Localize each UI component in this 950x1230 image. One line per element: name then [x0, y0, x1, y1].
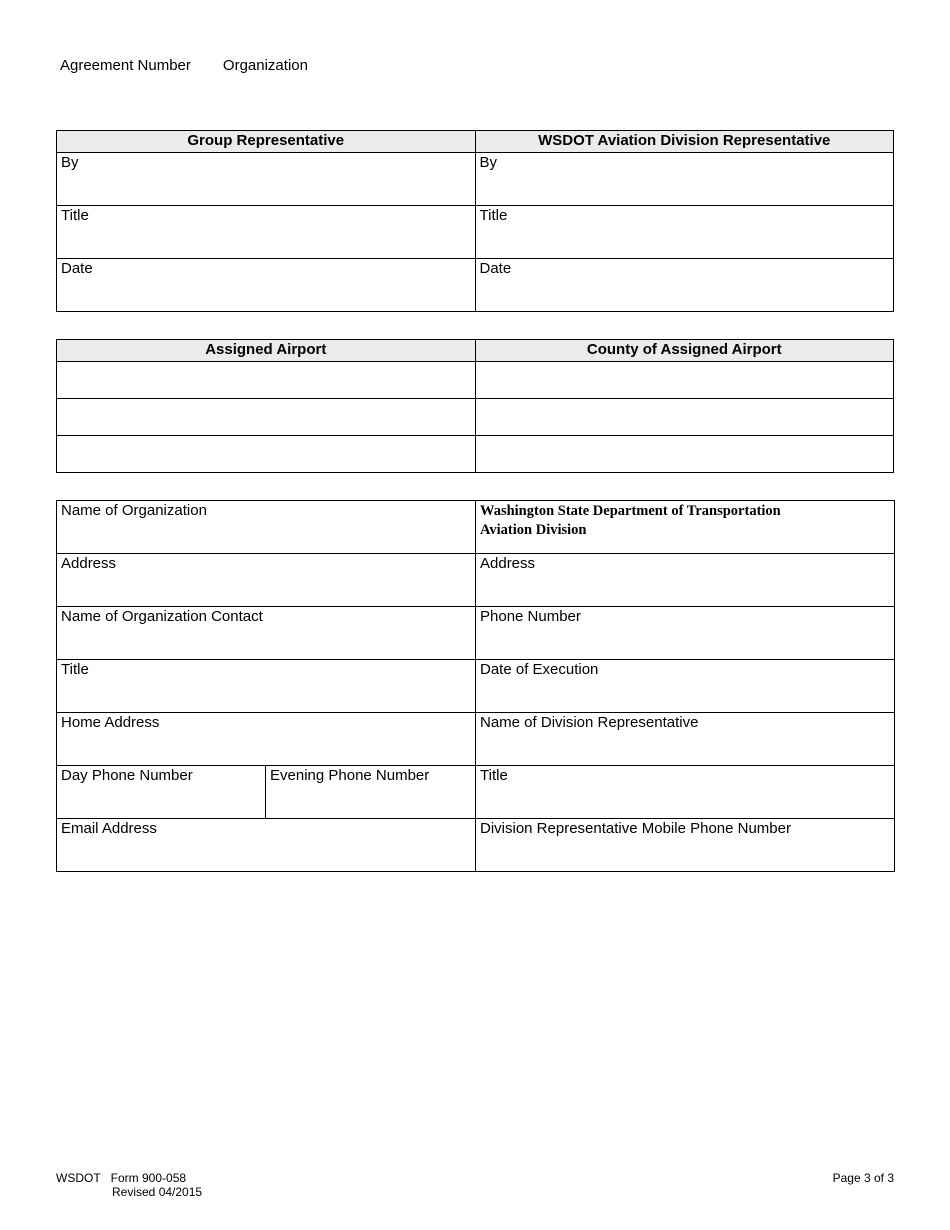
group-by-field[interactable]: By	[57, 153, 476, 206]
day-phone-field[interactable]: Day Phone Number	[57, 766, 266, 819]
home-address-field[interactable]: Home Address	[57, 713, 476, 766]
assigned-airport-field[interactable]	[57, 436, 476, 473]
date-of-execution-field[interactable]: Date of Execution	[476, 660, 895, 713]
header-labels	[60, 57, 308, 74]
footer-agency: WSDOT	[56, 1171, 101, 1185]
agreement-number-label: Agreement Number	[60, 57, 191, 74]
mobile-phone-field[interactable]: Division Representative Mobile Phone Number	[476, 819, 895, 872]
assigned-airport-field[interactable]	[57, 399, 476, 436]
wsdot-date-field[interactable]: Date	[475, 259, 894, 312]
division-title-field[interactable]: Title	[476, 766, 895, 819]
wsdot-representative-header: WSDOT Aviation Division Representative	[475, 131, 894, 153]
wsdot-address-field[interactable]: Address	[476, 554, 895, 607]
organization-address-field[interactable]: Address	[57, 554, 476, 607]
county-field[interactable]	[475, 362, 894, 399]
airports-table	[56, 339, 894, 473]
footer-form-number: Form 900-058	[110, 1171, 187, 1185]
agency-line-2: Aviation Division	[480, 522, 587, 538]
organization-name-field[interactable]: Name of Organization	[57, 501, 476, 554]
agency-line-1: Washington State Department of Transportation	[480, 503, 781, 519]
county-header: County of Assigned Airport	[475, 340, 894, 362]
wsdot-by-field[interactable]: By	[475, 153, 894, 206]
division-representative-field[interactable]: Name of Division Representative	[476, 713, 895, 766]
footer-revised: Revised 04/2015	[112, 1185, 203, 1199]
email-address-field[interactable]: Email Address	[57, 819, 476, 872]
assigned-airport-header: Assigned Airport	[57, 340, 476, 362]
page-number: Page 3 of 3	[832, 1171, 894, 1185]
wsdot-agency-name	[476, 501, 895, 554]
wsdot-phone-field[interactable]: Phone Number	[476, 607, 895, 660]
representatives-table	[56, 130, 894, 312]
contacts-table	[56, 500, 895, 872]
group-date-field[interactable]: Date	[57, 259, 476, 312]
county-field[interactable]	[475, 436, 894, 473]
contact-title-field[interactable]: Title	[57, 660, 476, 713]
evening-phone-field[interactable]: Evening Phone Number	[266, 766, 476, 819]
assigned-airport-field[interactable]	[57, 362, 476, 399]
group-representative-header: Group Representative	[57, 131, 476, 153]
organization-contact-field[interactable]: Name of Organization Contact	[57, 607, 476, 660]
form-footer	[56, 1171, 202, 1199]
organization-label: Organization	[222, 57, 308, 74]
wsdot-title-field[interactable]: Title	[475, 206, 894, 259]
county-field[interactable]	[475, 399, 894, 436]
group-title-field[interactable]: Title	[57, 206, 476, 259]
